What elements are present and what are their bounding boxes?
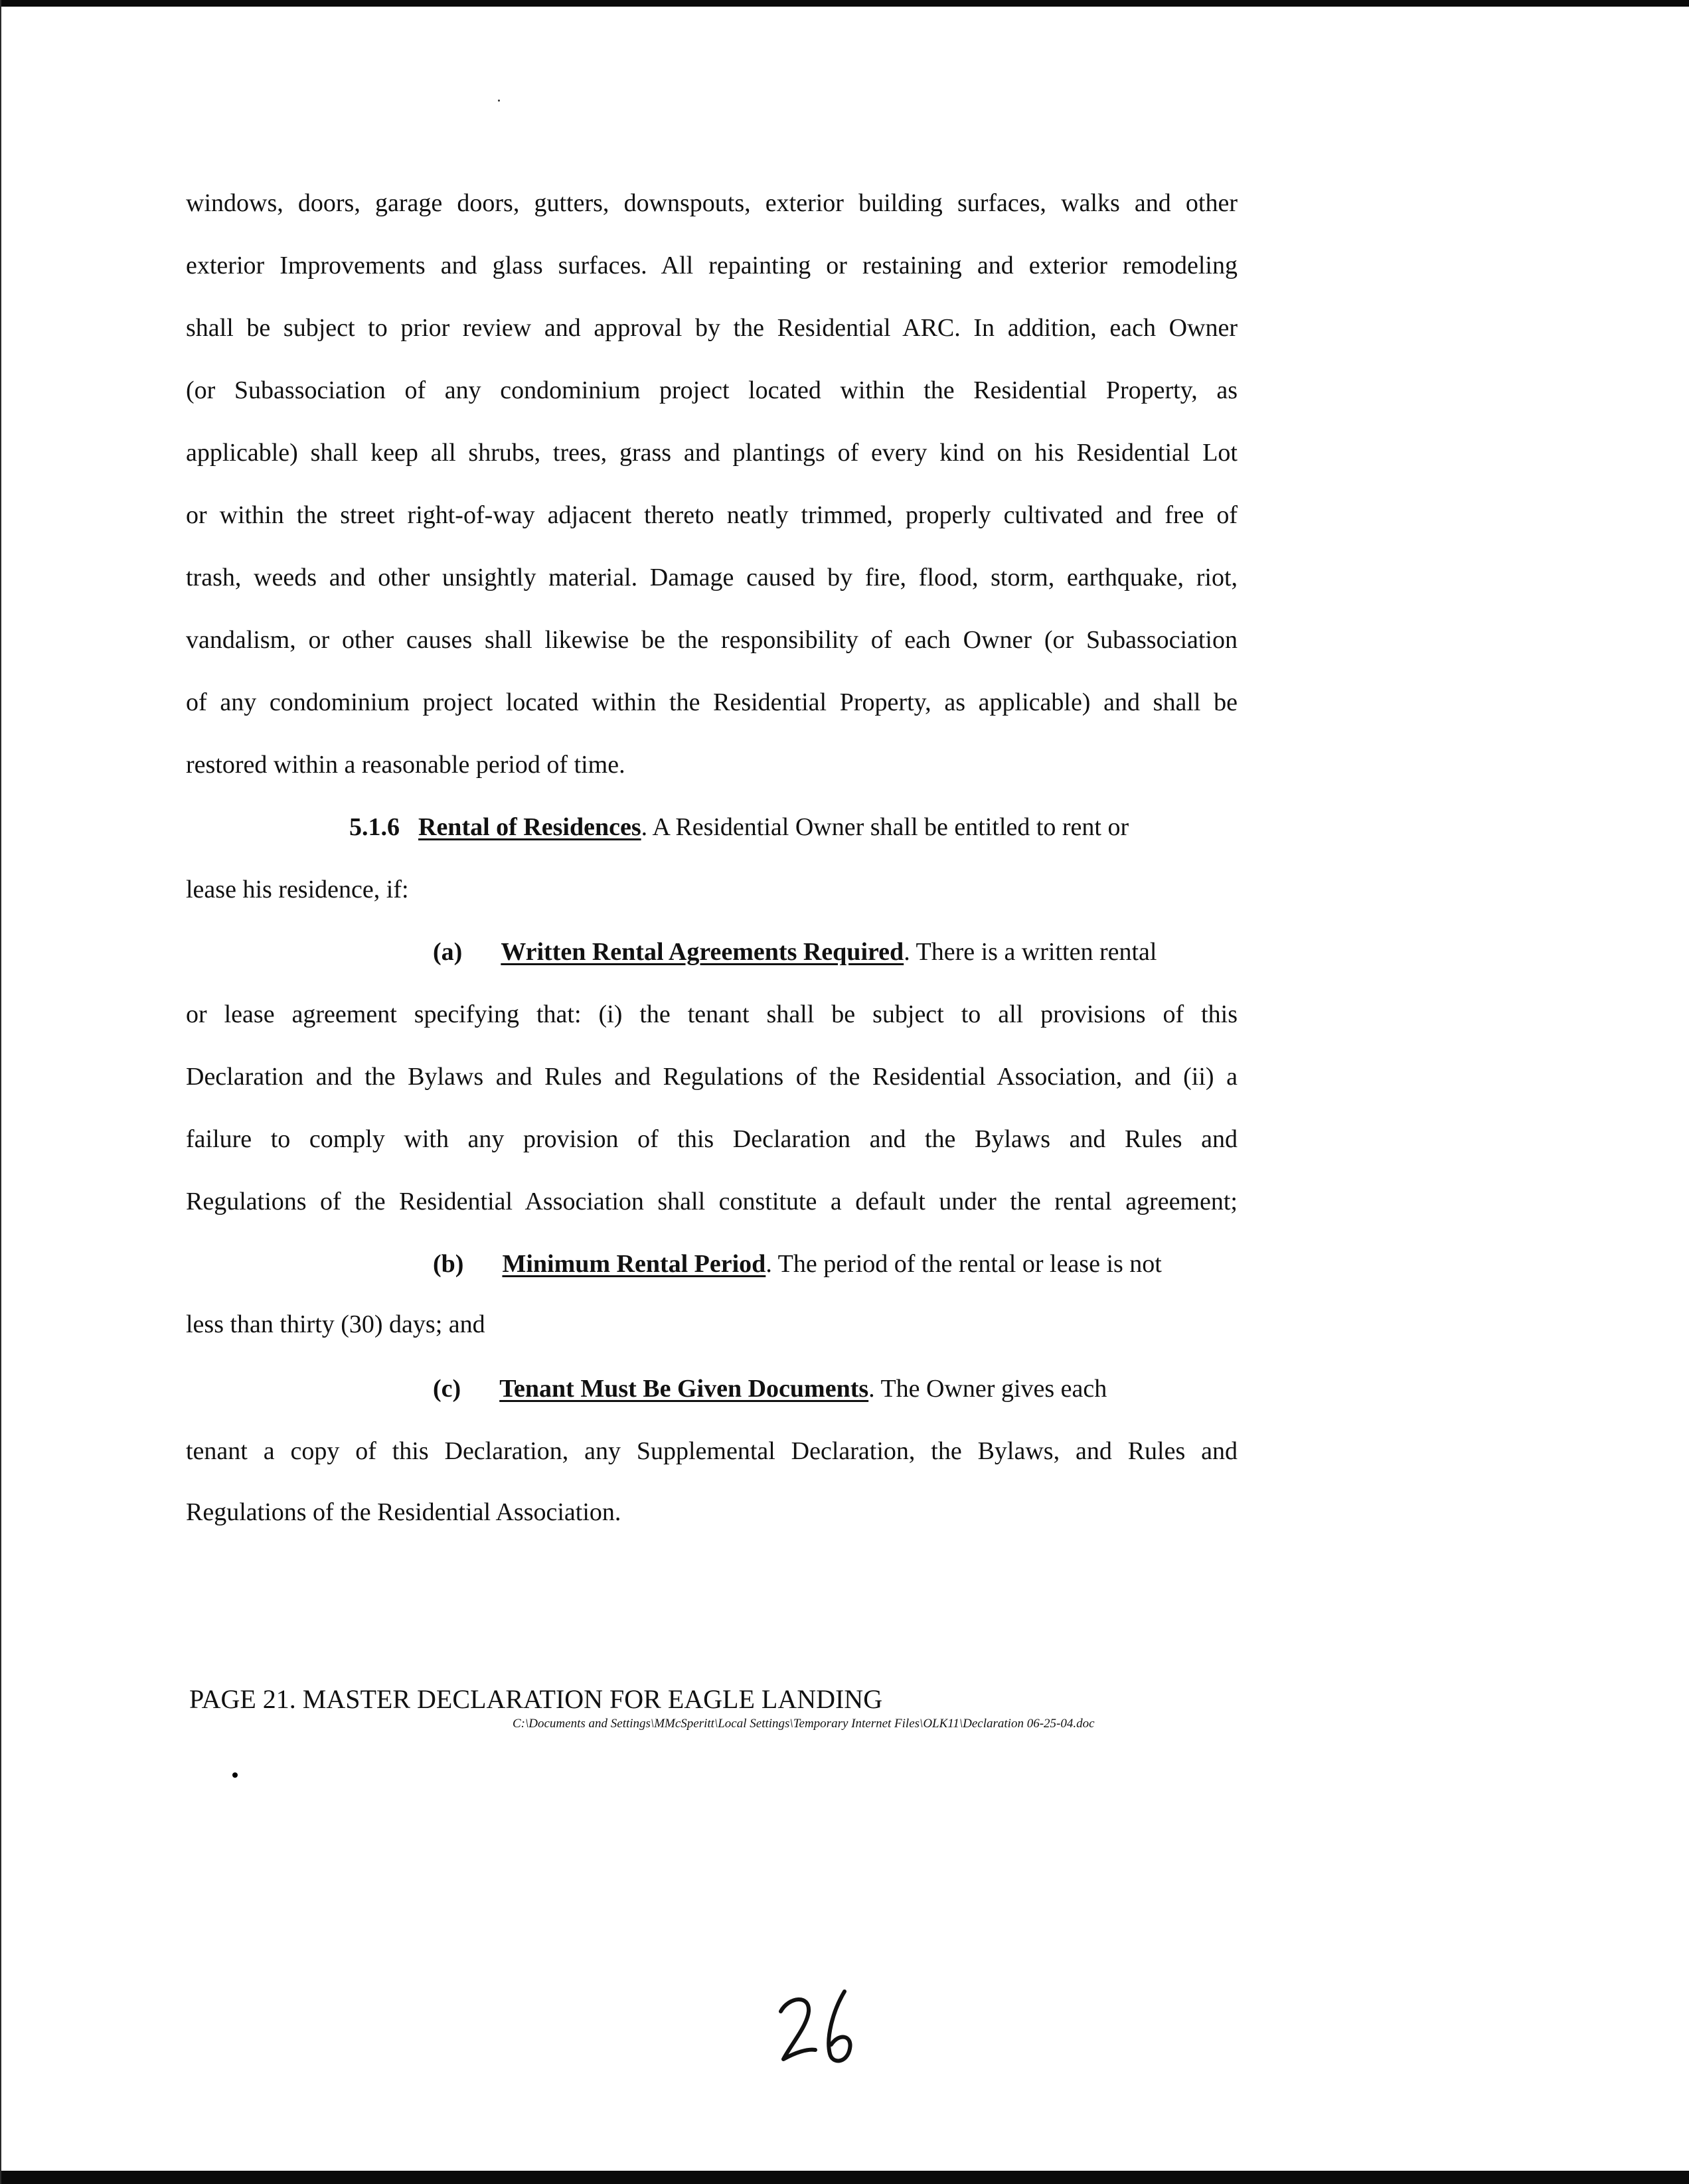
item-label: (c) (433, 1375, 461, 1403)
paragraph-line: exterior Improvements and glass surfaces. All repainting or restaining and exterior remodeling (186, 252, 1238, 279)
item-text: . The period of the rental or lease is not (765, 1250, 1162, 1278)
scan-bottom-border (0, 2171, 1689, 2184)
scan-top-border (0, 0, 1689, 7)
item-label: (b) (433, 1250, 464, 1278)
item-text: . The Owner gives each (868, 1375, 1107, 1403)
section-heading: Rental of Residences (418, 813, 641, 841)
section-number: 5.1.6 (349, 813, 400, 841)
item-text: . There is a written rental (904, 938, 1157, 966)
item-heading: Tenant Must Be Given Documents (499, 1375, 869, 1403)
handwritten-page-number (775, 1985, 868, 2071)
scan-left-edge (0, 0, 1, 2184)
item-c-heading-line (433, 1372, 1107, 1405)
paragraph-line: Regulations of the Residential Association. (186, 1498, 621, 1526)
scan-speck (498, 100, 500, 102)
paragraph-line: windows, doors, garage doors, gutters, downspouts, exterior building surfaces, walks and other (186, 189, 1238, 217)
item-heading: Written Rental Agreements Required (501, 938, 904, 966)
item-a-heading-line (433, 935, 1157, 969)
paragraph-line: applicable) shall keep all shrubs, trees, grass and plantings of every kind on his Residential Lot (186, 439, 1238, 467)
paragraph-line: or lease agreement specifying that: (i) the tenant shall be subject to all provisions of this (186, 1000, 1238, 1028)
paragraph-line: restored within a reasonable period of time. (186, 751, 625, 779)
footer-file-path: C:\Documents and Settings\MMcSperitt\Local Settings\Temporary Internet Files\OLK11\Declaration 06-25-04.doc (513, 1717, 1095, 1731)
paragraph-line: trash, weeds and other unsightly material. Damage caused by fire, flood, storm, earthquake, riot, (186, 564, 1238, 591)
paragraph-line: failure to comply with any provision of this Declaration and the Bylaws and Rules and (186, 1125, 1238, 1153)
paragraph-line: or within the street right-of-way adjacent thereto neatly trimmed, properly cultivated and free of (186, 501, 1238, 529)
footer-title: PAGE 21. MASTER DECLARATION FOR EAGLE LANDING (189, 1684, 883, 1714)
paragraph-line: less than thirty (30) days; and (186, 1310, 485, 1338)
paragraph-line: Declaration and the Bylaws and Rules and Regulations of the Residential Association, and (ii) a (186, 1063, 1238, 1091)
item-label: (a) (433, 938, 463, 966)
item-heading: Minimum Rental Period (502, 1250, 766, 1278)
scan-speck (232, 1772, 238, 1778)
item-b-heading-line (433, 1247, 1162, 1281)
paragraph-line: vandalism, or other causes shall likewise be the responsibility of each Owner (or Subassociation (186, 626, 1238, 654)
paragraph-line: Regulations of the Residential Association shall constitute a default under the rental agreement; (186, 1188, 1238, 1215)
section-5-1-6-heading-line (349, 811, 1238, 844)
paragraph-line: (or Subassociation of any condominium project located within the Residential Property, as (186, 376, 1238, 404)
paragraph-line: of any condominium project located within the Residential Property, as applicable) and shall be (186, 688, 1238, 716)
paragraph-line: shall be subject to prior review and approval by the Residential ARC. In addition, each Owner (186, 314, 1238, 342)
paragraph-line: tenant a copy of this Declaration, any Supplemental Declaration, the Bylaws, and Rules and (186, 1437, 1238, 1465)
paragraph-line: lease his residence, if: (186, 876, 409, 903)
section-text: . A Residential Owner shall be entitled to rent or (641, 813, 1129, 841)
